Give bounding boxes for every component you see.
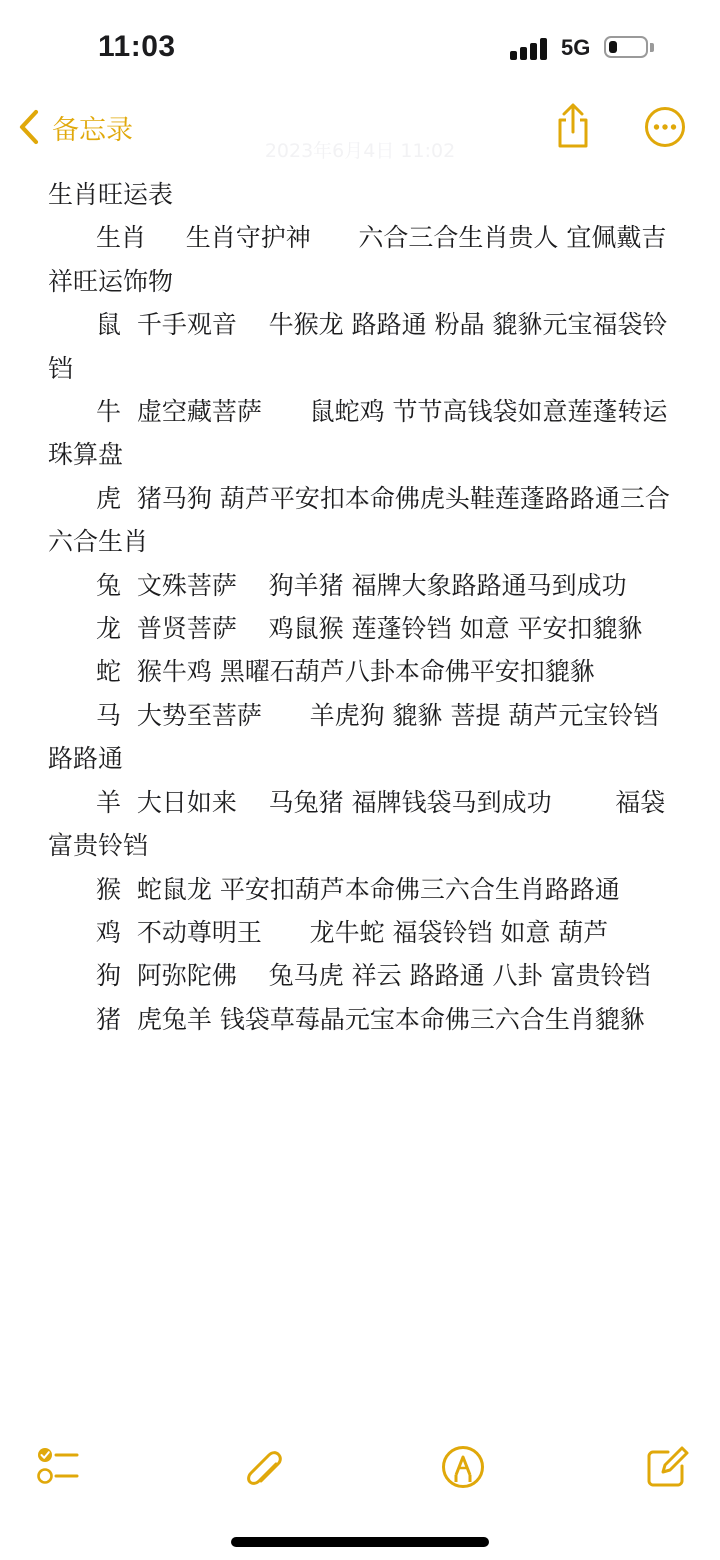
attachment-button[interactable] bbox=[240, 1444, 286, 1490]
note-line: 猴 蛇鼠龙 平安扣葫芦本命佛三六合生肖路路通 bbox=[96, 874, 620, 904]
ellipsis-circle-icon bbox=[644, 106, 686, 148]
note-line: 生肖 生肖守护神 六合三合生肖贵人 宜佩戴吉祥旺运饰物 bbox=[48, 223, 667, 296]
status-bar bbox=[0, 0, 720, 96]
checklist-button[interactable] bbox=[34, 1444, 80, 1490]
note-line: 虎 猪马狗 葫芦平安扣本命佛虎头鞋莲蓬路路通三合六合生肖 bbox=[48, 483, 670, 557]
note-date: 2023年6月4日 11:02 bbox=[264, 140, 456, 162]
battery-level bbox=[609, 41, 617, 53]
more-options-button[interactable] bbox=[644, 106, 686, 148]
battery-icon bbox=[604, 36, 648, 58]
note-line: 猪 虎兔羊 钱袋草莓晶元宝本命佛三六合生肖貔貅 bbox=[96, 1004, 645, 1034]
note-line: 鸡 不动尊明王 龙牛蛇 福袋铃铛 如意 葫芦 bbox=[96, 917, 609, 947]
compose-button[interactable] bbox=[644, 1444, 690, 1490]
note-line: 马 大势至菩萨 羊虎狗 貔貅 菩提 葫芦元宝铃铛 路路通 bbox=[48, 700, 667, 774]
note-line: 兔 文殊菩萨 狗羊猪 福牌大象路路通马到成功 bbox=[96, 570, 627, 600]
cellular-signal-icon bbox=[510, 38, 550, 60]
network-type: 5G bbox=[561, 35, 591, 60]
share-button[interactable] bbox=[552, 102, 594, 150]
note-line: 鼠 千手观音 牛猴龙 路路通 粉晶 貔貅元宝福袋铃铛 bbox=[48, 310, 668, 383]
markup-button[interactable] bbox=[440, 1444, 486, 1490]
note-title: 生肖旺运表 bbox=[48, 180, 174, 209]
status-time: 11:03 bbox=[98, 30, 176, 63]
share-icon bbox=[552, 102, 594, 150]
checklist-icon bbox=[34, 1444, 80, 1490]
note-line: 龙 普贤菩萨 鸡鼠猴 莲蓬铃铛 如意 平安扣貔貅 bbox=[96, 614, 643, 644]
paperclip-icon bbox=[240, 1444, 286, 1490]
note-line: 狗 阿弥陀佛 兔马虎 祥云 路路通 八卦 富贵铃铛 bbox=[96, 961, 651, 991]
battery-cap bbox=[650, 43, 654, 52]
home-indicator[interactable] bbox=[231, 1537, 489, 1547]
compose-icon bbox=[644, 1444, 690, 1490]
note-body[interactable] bbox=[48, 173, 678, 1041]
back-button-label: 备忘录 bbox=[52, 114, 133, 146]
pen-markup-icon bbox=[440, 1444, 486, 1490]
note-line: 牛 虚空藏菩萨 鼠蛇鸡 节节高钱袋如意莲蓬转运珠算盘 bbox=[48, 397, 668, 470]
note-line: 羊 大日如来 马兔猪 福牌钱袋马到成功 福袋富贵铃铛 bbox=[48, 787, 666, 861]
note-line: 蛇 猴牛鸡 黑曜石葫芦八卦本命佛平安扣貔貅 bbox=[96, 657, 595, 687]
